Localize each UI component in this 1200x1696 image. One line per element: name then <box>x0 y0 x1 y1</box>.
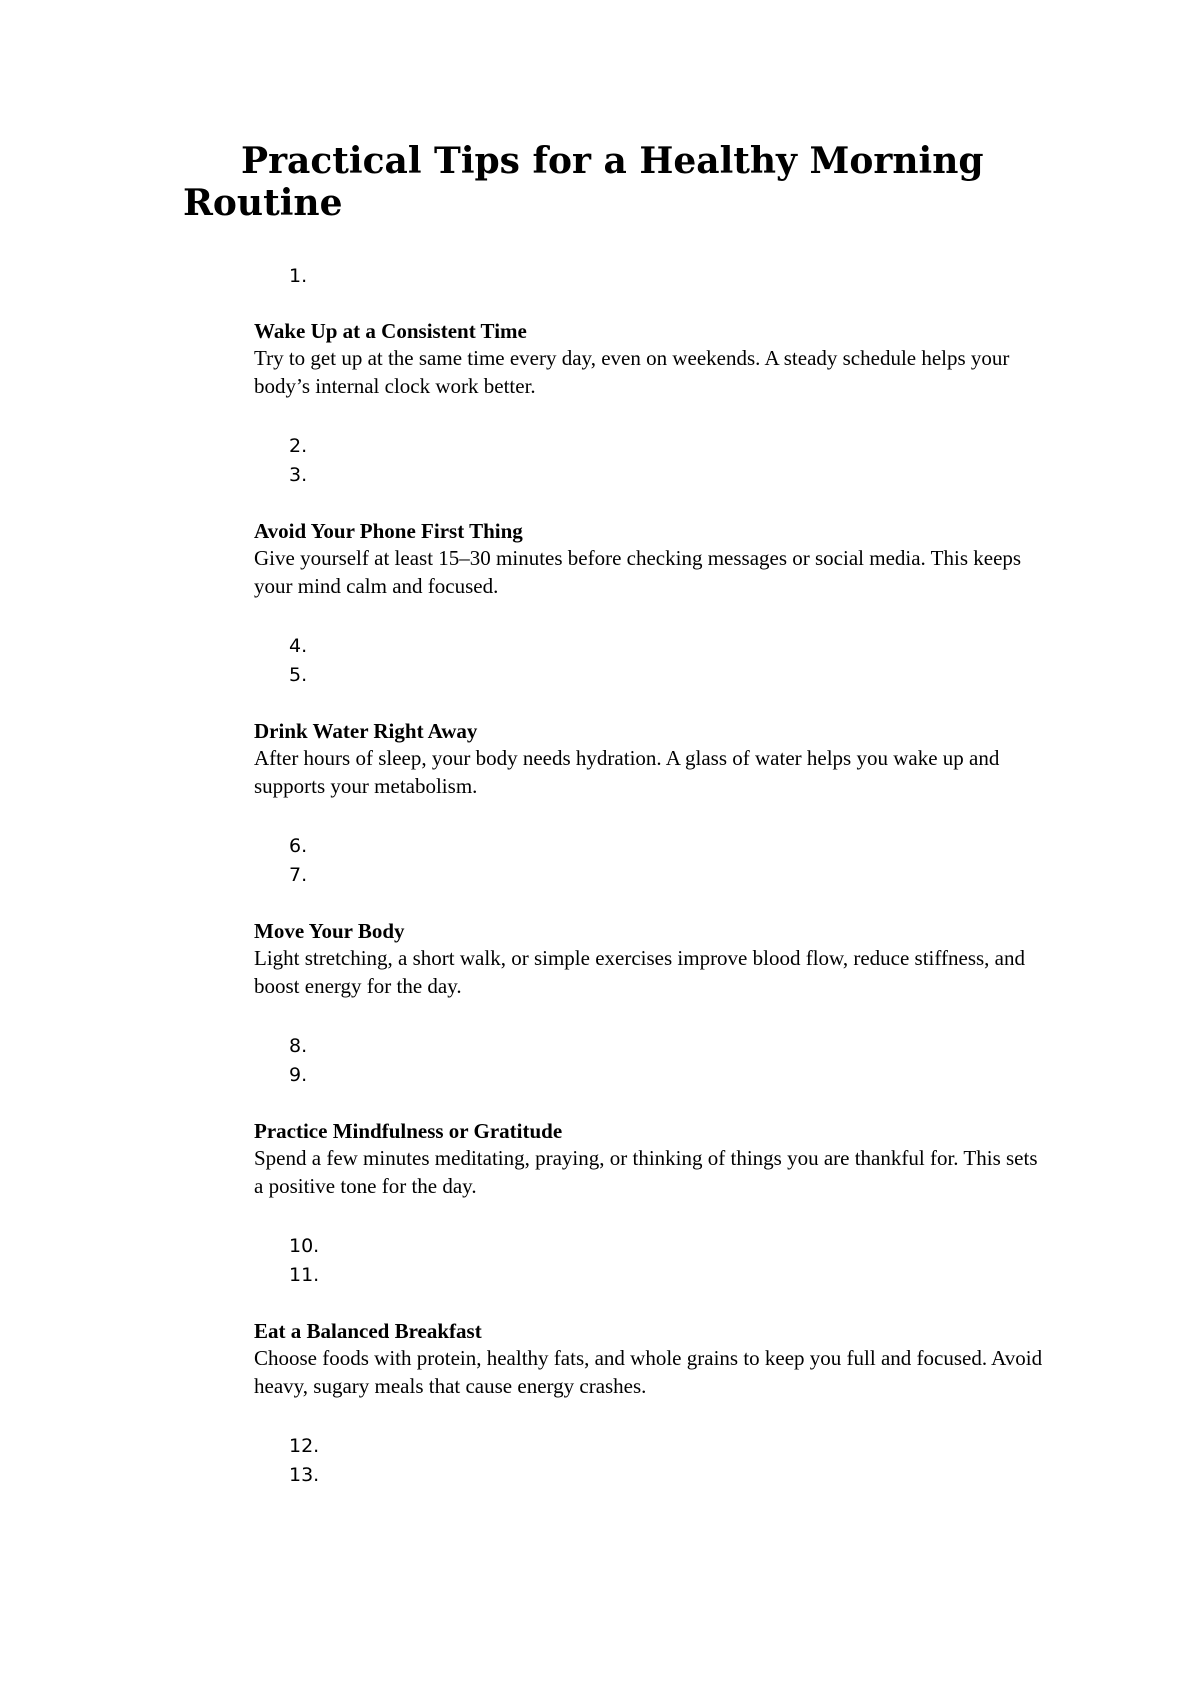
list-number: 6. <box>289 835 308 857</box>
list-number: 13. <box>289 1464 320 1486</box>
page-title: Practical Tips for a Healthy Morning Routine <box>183 140 984 224</box>
section-heading: Avoid Your Phone First Thing <box>254 519 523 543</box>
list-number: 4. <box>289 635 308 657</box>
section-body: Light stretching, a short walk, or simple exercises improve blood flow, reduce stiffness, and boost energy for the day. <box>254 946 1025 998</box>
section-body: Give yourself at least 15–30 minutes before checking messages or social media. This keeps your mind calm and focused. <box>254 546 1022 598</box>
list-number: 12. <box>289 1435 320 1457</box>
section-heading: Drink Water Right Away <box>254 719 478 743</box>
list-number: 7. <box>289 864 308 886</box>
list-number: 11. <box>289 1264 320 1286</box>
section-body: After hours of sleep, your body needs hydration. A glass of water helps you wake up and supports your metabolism. <box>254 746 1000 798</box>
list-number: 8. <box>289 1035 308 1057</box>
list-number: 9. <box>289 1064 308 1086</box>
list-number: 3. <box>289 464 308 486</box>
section-heading: Eat a Balanced Breakfast <box>254 1319 482 1343</box>
list-number: 2. <box>289 435 308 457</box>
section-heading: Move Your Body <box>254 919 405 943</box>
list-number: 10. <box>289 1235 320 1257</box>
section-heading: Wake Up at a Consistent Time <box>254 319 527 343</box>
section-body: Spend a few minutes meditating, praying, or thinking of things you are thankful for. This sets a positive tone for the day. <box>254 1146 1038 1198</box>
section-heading: Practice Mindfulness or Gratitude <box>254 1119 563 1143</box>
list-number: 1. <box>289 265 308 287</box>
section-body: Try to get up at the same time every day, even on weekends. A steady schedule helps your body’s internal clock work better. <box>254 346 1010 398</box>
section-body: Choose foods with protein, healthy fats, and whole grains to keep you full and focused. Avoid heavy, sugary meals that cause energy crashes. <box>254 1346 1043 1398</box>
list-number: 5. <box>289 664 308 686</box>
